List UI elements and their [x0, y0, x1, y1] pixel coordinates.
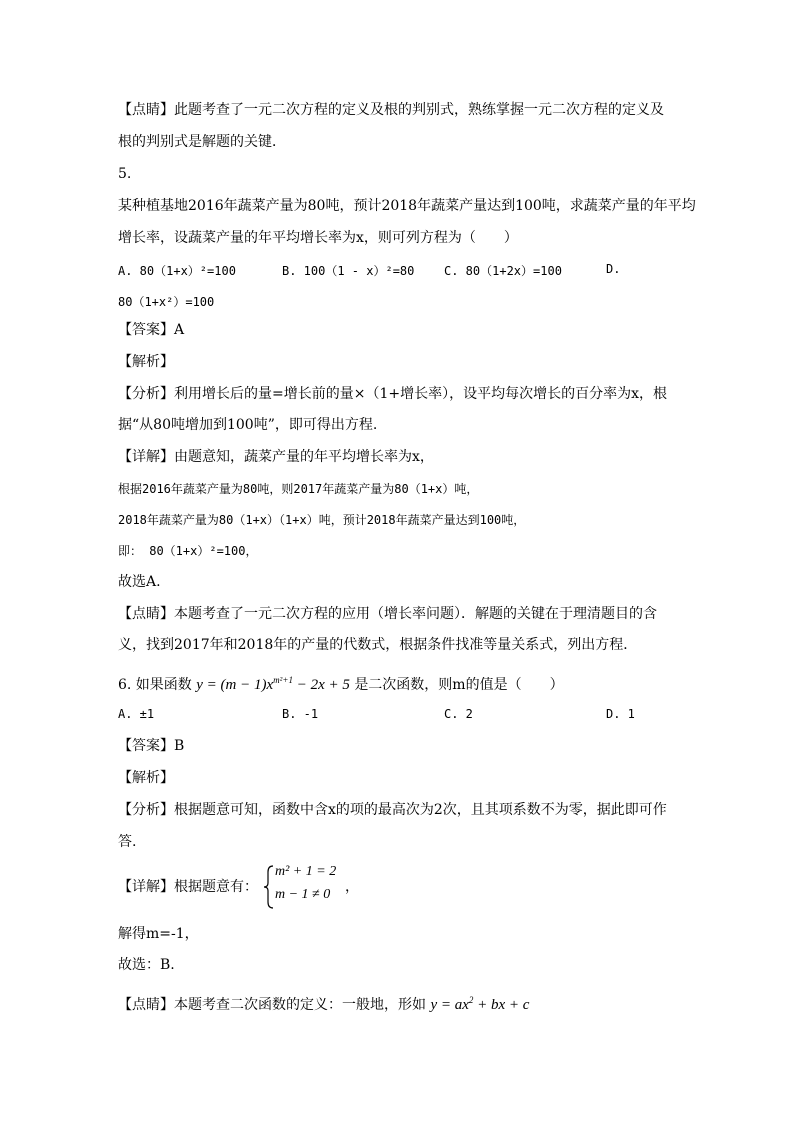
- q6-option-d: D. 1: [606, 707, 635, 721]
- dianjing-prev-cont: 根的判别式是解题的关键．: [118, 134, 286, 150]
- q5-number: 5.: [118, 166, 132, 182]
- q6-dianjing: [118, 990, 529, 1015]
- q5-stem-line2: 增长率，设蔬菜产量的年平均增长率为x，则可列方程为（ ）: [118, 230, 518, 246]
- q5-option-a: A. 80（1+x）²=100: [118, 264, 236, 278]
- q5-detail-line5: 故选A.: [118, 574, 161, 590]
- q6-option-b: B. -1: [282, 707, 319, 721]
- q5-detail-line3: 2018年蔬菜产量为80（1+x）（1+x）吨，预计2018年蔬菜产量达到100吨，: [118, 513, 526, 527]
- q6-fenxi-line1: 【分析】根据题意可知，函数中含x的项的最高次为2次，且其项系数不为零，据此即可作: [118, 802, 667, 818]
- q5-fenxi-line1: 【分析】利用增长后的量=增长前的量×（1+增长率），设平均每次增长的百分率为x，根: [118, 386, 667, 402]
- q6-system-eq2: m − 1 ≠ 0: [275, 887, 331, 902]
- left-brace-icon: [263, 864, 275, 910]
- q6-stem: [118, 670, 564, 695]
- q6-system-eq1: m² + 1 = 2: [275, 864, 337, 879]
- q6-option-c: C. 2: [444, 707, 473, 721]
- q5-detail-line1: 【详解】由题意知，蔬菜产量的年平均增长率为x，: [118, 449, 434, 465]
- q5-dianjing-line2: 义，找到2017年和2018年的产量的代数式，根据条件找准等量关系式，列出方程．: [118, 637, 638, 653]
- q6-dianjing-prefix: 【点睛】本题考查二次函数的定义：一般地，形如: [118, 997, 426, 1013]
- q6-solve: 解得m=-1，: [118, 926, 199, 942]
- q5-dianjing-line1: 【点睛】本题考查了一元二次方程的应用（增长率问题）．解题的关键在于理清题目的含: [118, 606, 657, 622]
- q6-function-formula: $y = (m - 1)x^{m^2+1} - 2x + 5$: [196, 675, 350, 693]
- q5-option-b: B. 100（1 - x）²=80: [282, 264, 415, 278]
- general-form-formula: $y = ax^2$ + bx + c: [430, 995, 530, 1013]
- q6-choose: 故选：B.: [118, 957, 175, 973]
- q6-detail-prefix: 【详解】根据题意有：: [118, 879, 258, 895]
- q5-detail-line4: 即： 80（1+x）²=100，: [118, 544, 258, 558]
- dianjing-prev: 【点睛】此题考查了一元二次方程的定义及根的判别式，熟练掌握一元二次方程的定义及: [118, 102, 664, 118]
- q6-prefix: 6. 如果函数: [118, 677, 192, 693]
- q5-stem-line1: 某种植基地2016年蔬菜产量为80吨，预计2018年蔬菜产量达到100吨，求蔬菜产量的年平均: [118, 198, 696, 214]
- q6-option-a: A. ±1: [118, 707, 155, 721]
- q5-fenxi-line2: 据“从80吨增加到100吨”，即可得出方程.: [118, 417, 378, 433]
- q6-fenxi-line2: 答.: [118, 834, 137, 850]
- q5-answer: 【答案】A: [118, 322, 185, 338]
- q6-system-comma: ，: [345, 879, 359, 895]
- q6-analysis-title: 【解析】: [118, 770, 174, 786]
- q5-analysis-title: 【解析】: [118, 354, 174, 370]
- q6-equation-system: [263, 864, 383, 910]
- q5-detail-line2: 根据2016年蔬菜产量为80吨，则2017年蔬菜产量为80（1+x）吨，: [118, 482, 479, 496]
- q6-suffix: 是二次函数，则m的值是（ ）: [354, 677, 564, 693]
- q5-option-c: C. 80（1+2x）=100: [444, 264, 562, 278]
- q5-option-d-cont: 80（1+x²）=100: [118, 295, 215, 309]
- q5-option-d: D.: [606, 262, 621, 276]
- q6-answer: 【答案】B: [118, 738, 185, 754]
